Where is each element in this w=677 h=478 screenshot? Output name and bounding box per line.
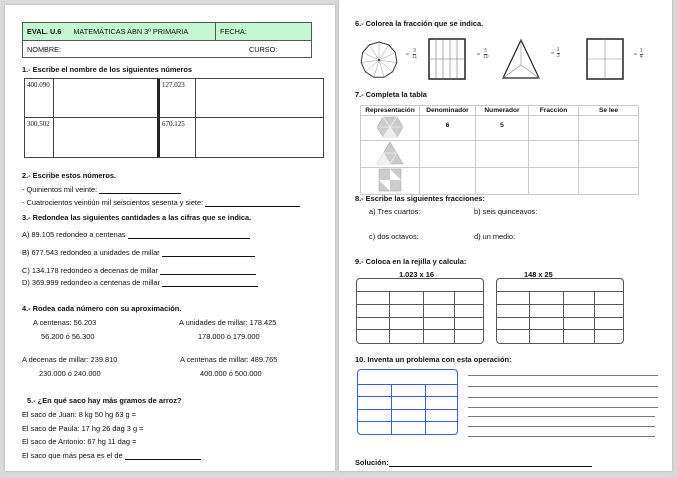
answer-blank[interactable] <box>160 267 256 275</box>
reading-cell[interactable] <box>579 116 639 141</box>
nombre-field[interactable] <box>23 41 245 57</box>
sector-line <box>374 60 379 77</box>
q6-title: 6.- Colorea la fracción que se indica. <box>355 19 484 28</box>
q5-item <box>22 451 201 460</box>
triangle-shape[interactable] <box>501 38 541 80</box>
q2-item-label: - Cuatrocientos veintiún mil seiscientos sesenta y siete: <box>22 198 204 207</box>
reading-cell[interactable] <box>579 141 639 168</box>
q5-item: El saco de Antonio: 67 hg 11 dag = <box>22 437 137 446</box>
numbers-table <box>24 78 324 158</box>
q2-item <box>22 185 181 194</box>
q4-title: 4.- Rodea cada número con su aproximación. <box>22 304 182 313</box>
q3-item-label: C) 134.178 redondeo a decenas de millar <box>22 266 158 275</box>
q5-item: El saco de Juan: 8 kg 50 hg 63 g = <box>22 410 137 419</box>
answer-cell[interactable] <box>196 79 323 118</box>
column-header: Numerador <box>476 106 529 116</box>
answer-cell[interactable] <box>196 118 323 157</box>
operation-label: 1.023 x 16 <box>399 270 434 279</box>
fraction-cell[interactable] <box>529 141 579 168</box>
table-row <box>361 141 639 168</box>
number-cell: 400.090 <box>25 79 54 118</box>
q2-title: 2.- Escribe estos números. <box>22 171 117 180</box>
q2-item <box>22 198 300 207</box>
writing-line[interactable] <box>468 436 655 437</box>
rectangle-shape[interactable] <box>428 38 466 80</box>
answer-blank[interactable] <box>99 186 181 194</box>
q4-prompt: A centenas: 56.203 <box>33 318 97 327</box>
solution-row <box>355 458 592 467</box>
solution-label: Solución: <box>355 458 389 467</box>
denominator-cell[interactable]: 6 <box>420 116 476 141</box>
column-header: Se lee <box>579 106 639 116</box>
q3-item <box>22 266 256 275</box>
writing-line[interactable] <box>468 375 658 376</box>
writing-line[interactable] <box>468 426 655 427</box>
q1-title: 1.- Escribe el nombre de los siguientes números <box>22 65 193 74</box>
solution-blank[interactable] <box>389 459 592 467</box>
q3-item-label: A) 89.105 redondeo a centenas <box>22 230 126 239</box>
operation-grid[interactable] <box>357 369 458 435</box>
answer-blank[interactable] <box>125 452 201 460</box>
q4-prompt: A decenas de millar: 239.810 <box>22 355 118 364</box>
writing-line[interactable] <box>468 386 658 387</box>
column-header: Representación <box>361 106 420 116</box>
number-cell: 300.502 <box>25 118 54 157</box>
column-header: Denominador <box>420 106 476 116</box>
q5-item: El saco de Paula: 17 hg 26 dag 3 g = <box>22 424 144 433</box>
q8-item: c) dos octavos: <box>369 232 419 241</box>
number-cell: 127.023 <box>160 79 196 118</box>
q4-prompt: A unidades de millar: 178.425 <box>179 318 277 327</box>
q4-prompt: A centenas de millar: 489.765 <box>180 355 278 364</box>
table-row <box>361 116 639 141</box>
q8-item: d) un medio: <box>474 232 516 241</box>
q2-item-label: - Quinientos mil veinte: <box>22 185 98 194</box>
denominator-cell[interactable] <box>420 168 476 195</box>
table-row <box>361 168 639 195</box>
fraction-cell[interactable] <box>529 116 579 141</box>
fraction-denominator: 11 <box>411 54 418 60</box>
writing-line[interactable] <box>468 416 655 417</box>
q5-title: 5.- ¿En qué saco hay más gramos de arroz? <box>27 396 182 405</box>
q3-item-label: B) 677.543 redondeo a unidades de millar <box>22 248 160 257</box>
denominator-cell[interactable] <box>420 141 476 168</box>
header-title <box>23 23 215 40</box>
q8-item: b) seis quinceavos: <box>474 207 538 216</box>
q10-title: 10. Inventa un problema con esta operación: <box>355 355 512 364</box>
nombre-label: NOMBRE: <box>27 44 62 54</box>
writing-line[interactable] <box>468 397 658 398</box>
subject-label: MATEMÁTICAS ABN 3º PRIMARIA <box>73 27 189 36</box>
representation-cell <box>361 141 420 168</box>
fraction-cell[interactable] <box>529 168 579 195</box>
q3-item <box>22 248 255 257</box>
hexagon-icon <box>376 116 404 138</box>
answer-blank[interactable] <box>162 249 255 257</box>
q5-item-label: El saco que más pesa es el de <box>22 451 123 460</box>
answer-blank[interactable] <box>162 279 258 287</box>
hendecagon-shape[interactable] <box>359 40 399 80</box>
fecha-label: FECHA: <box>220 27 247 36</box>
square-grid-icon <box>378 168 402 192</box>
fraction-label <box>551 48 560 59</box>
q8-item: a) Tres cuartos: <box>369 207 421 216</box>
q4-options[interactable]: 56.200 ó 56.300 <box>41 332 95 341</box>
numerator-cell[interactable] <box>476 141 529 168</box>
equals-icon: = <box>634 51 637 58</box>
column-header: Fracción <box>529 106 579 116</box>
equals-icon: = <box>477 51 480 58</box>
fraction-label <box>477 49 488 60</box>
square-shape[interactable] <box>586 38 624 80</box>
numerator-cell[interactable] <box>476 168 529 195</box>
fraction-label <box>406 49 417 60</box>
calculation-grid[interactable] <box>496 278 624 344</box>
q4-options[interactable]: 178.000 ó 179.000 <box>198 332 260 341</box>
numerator-cell[interactable]: 5 <box>476 116 529 141</box>
sector-line <box>379 60 384 77</box>
fraction-denominator: 3 <box>556 53 560 59</box>
q4-options[interactable]: 400.000 ó 500.000 <box>200 369 262 378</box>
q3-item <box>22 278 258 287</box>
representation-cell <box>361 116 420 141</box>
answer-cell[interactable] <box>54 118 160 157</box>
q8-title: 8.- Escribe las siguientes fracciones: <box>355 194 485 203</box>
fraction-denominator: 4 <box>639 54 643 60</box>
representation-cell <box>361 168 420 195</box>
fraction-label <box>634 49 643 60</box>
q4-options[interactable]: 230.000 ó 240.000 <box>39 369 101 378</box>
eval-label: EVAL. U.6 <box>27 27 62 36</box>
fraction-numerator: 3 <box>413 48 416 54</box>
fraction-numerator: 1 <box>639 48 643 54</box>
curso-label: CURSO: <box>249 44 278 54</box>
answer-cell[interactable] <box>54 79 160 118</box>
fraction-denominator: 10 <box>482 54 489 60</box>
equals-icon: = <box>406 51 409 58</box>
right-page <box>339 0 672 471</box>
q9-title: 9.- Coloca en la rejilla y calcula: <box>355 257 467 266</box>
fraction-table <box>360 105 639 195</box>
answer-blank[interactable] <box>205 199 300 207</box>
operation-label: 148 x 25 <box>524 270 553 279</box>
writing-line[interactable] <box>468 407 658 408</box>
calculation-grid[interactable] <box>356 278 484 344</box>
q3-item-label: D) 369.999 redondeo a centenas de millar <box>22 278 161 287</box>
equals-icon: = <box>551 50 554 57</box>
curso-field[interactable] <box>245 41 311 57</box>
header-table <box>22 22 312 58</box>
fecha-field[interactable] <box>215 23 311 40</box>
answer-blank[interactable] <box>128 231 250 239</box>
reading-cell[interactable] <box>579 168 639 195</box>
fraction-numerator: 1 <box>556 47 560 53</box>
left-page <box>5 5 335 471</box>
q3-item <box>22 230 250 239</box>
number-cell: 670.125 <box>160 118 196 157</box>
triangle-grid-icon <box>376 141 404 165</box>
q3-title: 3.- Redondea las siguientes cantidades a las cifras que se indica. <box>22 213 252 222</box>
q7-title: 7.- Completa la tabla <box>355 90 427 99</box>
fraction-numerator: 5 <box>484 48 488 54</box>
